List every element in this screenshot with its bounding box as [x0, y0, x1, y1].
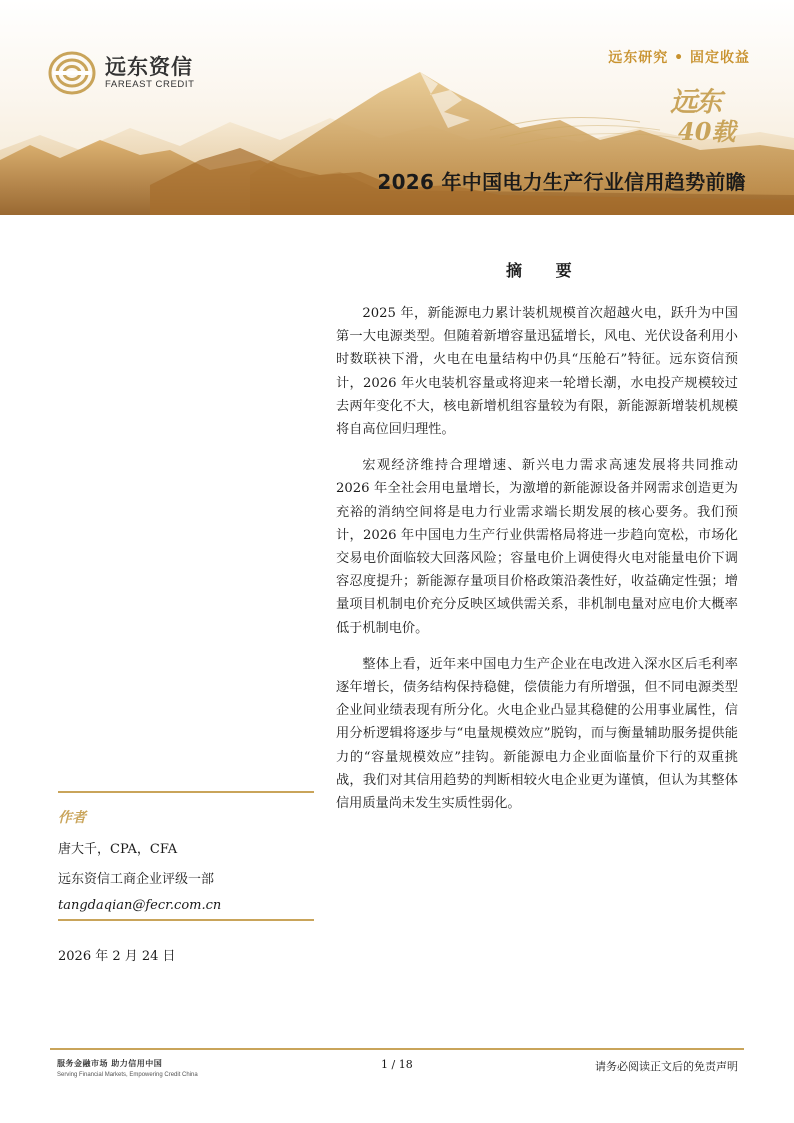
logo-name-cn: 远东资信	[105, 55, 193, 79]
abstract-body	[336, 302, 738, 828]
abstract-paragraph: 整体上看，近年来中国电力生产企业在电改进入深水区后毛利率逐年增长，债务结构保持稳健，偿债能力有所增强，但不同电源类型企业间业绩表现有所分化。火电企业凸显其稳健的公用事业属性，信用分析逻辑将逐步与“电量规模效应”脱钩，而与衡量辅助服务提供能力的“容量规模效应”挂钩。新能源电力企业面临量价下行的双重挑战，我们对其信用趋势的判断相较火电企业更为谨慎，但认为其整体信用质量尚未发生实质性弱化。	[336, 656, 738, 812]
abstract-paragraph: 宏观经济维持合理增速、新兴电力需求高速发展将共同推动 2026 年全社会用电量增长，为激增的新能源设备并网需求创造更为充裕的消纳空间将是电力行业需求端长期发展的核心要务。我们预计，2026 年中国电力生产行业供需格局将进一步趋向宽松，市场化交易电价面临较大回落风险；容量电价上调使得火电对能量电价下调容忍度提升；新能源存量项目价格政策沿袭性好，收益确定性强；增量项目机制电价充分反映区域供需关系，非机制电量对应电价大概率低于机制电价。	[336, 458, 738, 636]
page-number: 1 / 18	[381, 1058, 413, 1071]
logo-rings-icon	[47, 50, 97, 96]
abstract-paragraph: 2025 年，新能源电力累计装机规模首次超越火电，跃升为中国第一大电源类型。但随着新增容量迅猛增长，风电、光伏设备利用小时数联袂下滑，火电在电量结构中仍具“压舱石”特征。远东资信预计，2026 年火电装机容量或将迎来一轮增长潮，水电投产规模较过去两年变化不大，核电新增机组容量较为有限，新能源新增装机规模将自高位回归理性。	[336, 306, 738, 438]
logo-name-en: FAREAST CREDIT	[105, 79, 195, 90]
author-department: 远东资信工商企业评级一部	[58, 872, 215, 887]
header-banner	[0, 0, 794, 215]
anniversary-mark	[670, 80, 750, 150]
footer-slogan-cn: 服务金融市场 助力信用中国	[57, 1059, 163, 1068]
report-date: 2026 年 2 月 24 日	[58, 949, 176, 964]
footer-divider	[50, 1048, 744, 1050]
footer-slogan-en: Serving Financial Markets, Empowering Credit China	[57, 1072, 198, 1078]
anniversary-mark-bottom: 40载	[678, 117, 736, 146]
author-bottom-divider	[58, 919, 314, 921]
report-series: 远东研究 • 固定收益	[608, 50, 750, 66]
author-block	[58, 791, 314, 913]
anniversary-mark-top: 远东	[670, 87, 720, 118]
author-name: 唐大千，CPA，CFA	[58, 842, 178, 857]
author-email[interactable]: tangdaqian@fecr.com.cn	[58, 898, 222, 913]
abstract-heading: 摘 要	[506, 261, 586, 280]
report-title: 2026 年中国电力生产行业信用趋势前瞻	[377, 170, 746, 194]
disclaimer-note: 请务必阅读正文后的免责声明	[595, 1060, 738, 1073]
author-label: 作者	[58, 810, 86, 826]
company-logo	[47, 50, 195, 96]
author-divider	[58, 791, 314, 793]
